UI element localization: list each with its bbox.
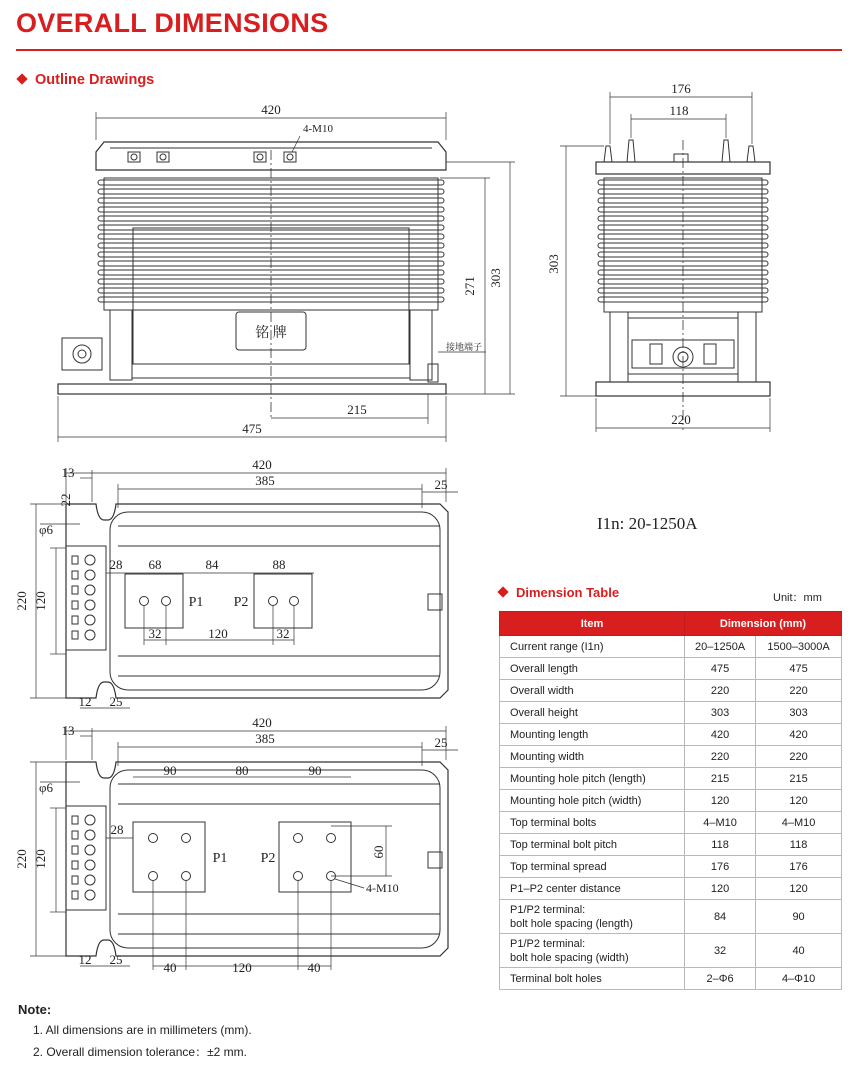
dim-68-plan1: 68 [148, 557, 162, 572]
table-cell-dim-b: 176 [756, 856, 842, 878]
label-p2-plan1: P2 [233, 595, 249, 610]
table-cell-dim-b: 1500–3000A [756, 636, 842, 658]
dim-303-front: 303 [488, 268, 503, 288]
table-cell-dim-b: 420 [756, 724, 842, 746]
dim-120-plan2: 120 [33, 849, 48, 869]
table-header-item: Item [500, 612, 685, 636]
table-row [500, 746, 842, 768]
table-cell-item-text: Top terminal bolt pitch [510, 838, 617, 851]
table-cell-item-text: Mounting hole pitch (width) [510, 794, 642, 807]
dim-84-plan1: 84 [205, 557, 219, 572]
secondary-terminal-screw [85, 585, 95, 595]
dim-88-plan1: 88 [272, 557, 286, 572]
dim-385-plan2: 385 [255, 731, 275, 746]
plan-view-2-labels [14, 715, 448, 975]
dim-22-plan1: 22 [58, 493, 73, 507]
label-4-m10-plan2: 4-M10 [366, 881, 399, 895]
front-view-labels [242, 102, 503, 436]
table-row [500, 878, 842, 900]
table-cell-dim-b: 220 [756, 746, 842, 768]
dim-40b-plan2: 40 [307, 960, 321, 975]
p1-plate-1 [125, 574, 183, 628]
table-row [500, 768, 842, 790]
table-cell-item-text: Current range (I1n) [510, 640, 604, 653]
secondary-terminal-tab [72, 846, 78, 854]
label-p1-plan2: P1 [212, 851, 228, 866]
dim-120-plan1: 120 [33, 591, 48, 611]
table-cell-item [500, 658, 685, 680]
table-cell-item-text: Mounting length [510, 728, 589, 741]
table-cell-item-text: Mounting hole pitch (length) [510, 772, 646, 785]
table-cell-dim-a: 303 [685, 702, 756, 724]
secondary-terminal-tab [72, 831, 78, 839]
dim-118: 118 [669, 103, 689, 118]
dim-25b-plan1: 25 [109, 694, 123, 709]
table-cell-item-text: Top terminal bolts [510, 816, 597, 829]
table-cell-dim-a: 20–1250A [685, 636, 756, 658]
ground-terminal-label: 接地端子 [446, 342, 483, 352]
secondary-terminal-screw [85, 815, 95, 825]
table-row [500, 702, 842, 724]
table-cell-dim-a: 2–Φ6 [685, 968, 756, 990]
secondary-terminal-tab [72, 861, 78, 869]
table-cell-dim-b: 120 [756, 790, 842, 812]
table-cell-dim-b: 90 [756, 900, 842, 934]
dim-176: 176 [671, 81, 691, 96]
secondary-terminal-screw [85, 630, 95, 640]
dim-90b-plan2: 90 [308, 763, 322, 778]
p1-plate-2 [133, 822, 205, 892]
secondary-terminal-tab [72, 601, 78, 609]
table-cell-item [500, 768, 685, 790]
dim-25b-plan2: 25 [109, 952, 123, 967]
table-cell-dim-a: 120 [685, 790, 756, 812]
secondary-terminal-tab [72, 586, 78, 594]
dim-120b-plan2: 120 [232, 960, 252, 975]
dim-12-plan2: 12 [78, 952, 92, 967]
table-row [500, 658, 842, 680]
table-cell-dim-b: 40 [756, 934, 842, 968]
side-view-labels [546, 81, 691, 427]
secondary-terminal-screw [85, 860, 95, 870]
table-cell-dim-b: 220 [756, 680, 842, 702]
secondary-terminal-tab [72, 556, 78, 564]
secondary-terminal-tab [72, 616, 78, 624]
table-row [500, 900, 842, 934]
plan-view-1-labels [14, 457, 448, 709]
table-cell-dim-a: 220 [685, 680, 756, 702]
dim-25-plan1: 25 [434, 477, 448, 492]
dim-28-plan1: 28 [109, 557, 123, 572]
table-cell-dim-b: 475 [756, 658, 842, 680]
dim-60-plan2: 60 [371, 845, 386, 859]
table-cell-dim-a: 120 [685, 878, 756, 900]
plan-view-1 [30, 468, 458, 708]
dim-13-plan2: 13 [61, 723, 75, 738]
table-cell-dim-a: 420 [685, 724, 756, 746]
dim-215: 215 [347, 402, 367, 417]
dim-80-plan2: 80 [235, 763, 249, 778]
dim-120b-plan1: 120 [208, 626, 228, 641]
p2-plate-1 [254, 574, 312, 628]
dim-475: 475 [242, 421, 262, 436]
table-row [500, 636, 842, 658]
dim-420-front: 420 [261, 102, 281, 117]
table-row [500, 724, 842, 746]
note-item-2: 2. Overall dimension tolerance：±2 mm. [33, 1045, 248, 1059]
dim-220-plan1: 220 [14, 591, 29, 611]
dim-28-plan2: 28 [110, 822, 124, 837]
secondary-terminal-screw [85, 830, 95, 840]
current-rating-label: I1n: 20-1250A [597, 514, 698, 533]
secondary-terminal-screw [85, 875, 95, 885]
front-view [58, 112, 515, 442]
table-header-dimension: Dimension (mm) [685, 612, 842, 636]
outline-drawings-label: Outline Drawings [35, 72, 155, 88]
table-body [500, 636, 842, 990]
table-row [500, 790, 842, 812]
table-cell-item [500, 934, 685, 968]
table-cell-item-text: Mounting width [510, 750, 584, 763]
secondary-terminal-screw [85, 555, 95, 565]
p2-plate-2 [279, 822, 351, 892]
table-cell-dim-a: 118 [685, 834, 756, 856]
dimension-table-label: Dimension Table [516, 585, 620, 600]
dim-phi6-plan2: φ6 [38, 780, 54, 795]
table-row [500, 856, 842, 878]
table-cell-item-text: Overall height [510, 706, 578, 719]
dim-13-plan1: 13 [61, 465, 75, 480]
dim-303-side: 303 [546, 254, 561, 274]
table-cell-item [500, 680, 685, 702]
side-terminals [604, 140, 755, 162]
ground-terminal [428, 364, 438, 382]
secondary-terminal-tab [72, 891, 78, 899]
table-cell-dim-a: 4–M10 [685, 812, 756, 834]
dim-90a-plan2: 90 [163, 763, 177, 778]
table-cell-dim-a: 176 [685, 856, 756, 878]
table-row [500, 680, 842, 702]
table-cell-item-text: Overall width [510, 684, 574, 697]
table-cell-item [500, 856, 685, 878]
label-4-m10-front: 4-M10 [303, 123, 333, 135]
diamond-bullet-icon [497, 586, 508, 597]
page-title: OVERALL DIMENSIONS [16, 8, 329, 38]
side-view [560, 92, 770, 432]
table-cell-item [500, 812, 685, 834]
table-cell-item [500, 790, 685, 812]
table-cell-dim-b: 120 [756, 878, 842, 900]
table-cell-dim-b: 118 [756, 834, 842, 856]
table-cell-item-text: P1/P2 terminal: [510, 937, 586, 950]
dim-40a-plan2: 40 [163, 960, 177, 975]
table-cell-item-subtext: bolt hole spacing (width) [510, 951, 629, 964]
table-cell-dim-a: 32 [685, 934, 756, 968]
secondary-terminal-tab [72, 631, 78, 639]
secondary-terminal-tab [72, 876, 78, 884]
secondary-terminal-box [62, 338, 102, 370]
secondary-terminal-screw [85, 845, 95, 855]
table-cell-item-text: P1/P2 terminal: [510, 903, 586, 916]
nameplate-label: 铭 牌 [255, 326, 287, 341]
table-cell-dim-a: 220 [685, 746, 756, 768]
label-p2-plan2: P2 [260, 851, 276, 866]
dim-420-plan1: 420 [252, 457, 272, 472]
note-heading: Note: [18, 1002, 52, 1017]
table-cell-item [500, 636, 685, 658]
table-row [500, 934, 842, 968]
dim-385-plan1: 385 [255, 473, 275, 488]
table-cell-item [500, 724, 685, 746]
table-row [500, 812, 842, 834]
table-row [500, 968, 842, 990]
label-p1-plan1: P1 [188, 595, 204, 610]
table-cell-item-text: Top terminal spread [510, 860, 607, 873]
dim-220-side: 220 [671, 412, 691, 427]
table-cell-item [500, 702, 685, 724]
dim-271: 271 [462, 276, 477, 296]
unit-label: Unit：mm [773, 592, 822, 604]
table-cell-item [500, 900, 685, 934]
secondary-terminal-screw [85, 890, 95, 900]
table-cell-dim-b: 303 [756, 702, 842, 724]
table-cell-dim-b: 4–Φ10 [756, 968, 842, 990]
table-cell-item [500, 878, 685, 900]
secondary-terminal-screw [85, 615, 95, 625]
plan1-rails [118, 526, 440, 676]
table-cell-dim-b: 215 [756, 768, 842, 790]
table-row [500, 834, 842, 856]
secondary-terminal-tab [72, 571, 78, 579]
table-cell-dim-a: 215 [685, 768, 756, 790]
table-cell-item [500, 968, 685, 990]
dim-25-plan2: 25 [434, 735, 448, 750]
dim-32b-plan1: 32 [276, 626, 290, 641]
secondary-terminal-tab [72, 816, 78, 824]
secondary-terminal-screw [85, 600, 95, 610]
dimension-table-heading [499, 585, 619, 600]
table-cell-item-text: Overall length [510, 662, 578, 675]
dim-phi6-plan1: φ6 [38, 522, 54, 537]
table-cell-item [500, 834, 685, 856]
table-cell-dim-a: 84 [685, 900, 756, 934]
dim-420-plan2: 420 [252, 715, 272, 730]
dim-32a-plan1: 32 [148, 626, 162, 641]
table-cell-item-text: P1–P2 center distance [510, 882, 621, 895]
table-cell-item [500, 746, 685, 768]
dimension-table [499, 611, 842, 990]
secondary-terminal-screw [85, 570, 95, 580]
note-item-1: 1. All dimensions are in millimeters (mm). [33, 1023, 252, 1037]
dim-220-plan2: 220 [14, 849, 29, 869]
table-cell-dim-a: 475 [685, 658, 756, 680]
table-cell-dim-b: 4–M10 [756, 812, 842, 834]
table-cell-item-subtext: bolt hole spacing (length) [510, 917, 633, 930]
dim-12-plan1: 12 [78, 694, 92, 709]
table-cell-item-text: Terminal bolt holes [510, 972, 602, 985]
